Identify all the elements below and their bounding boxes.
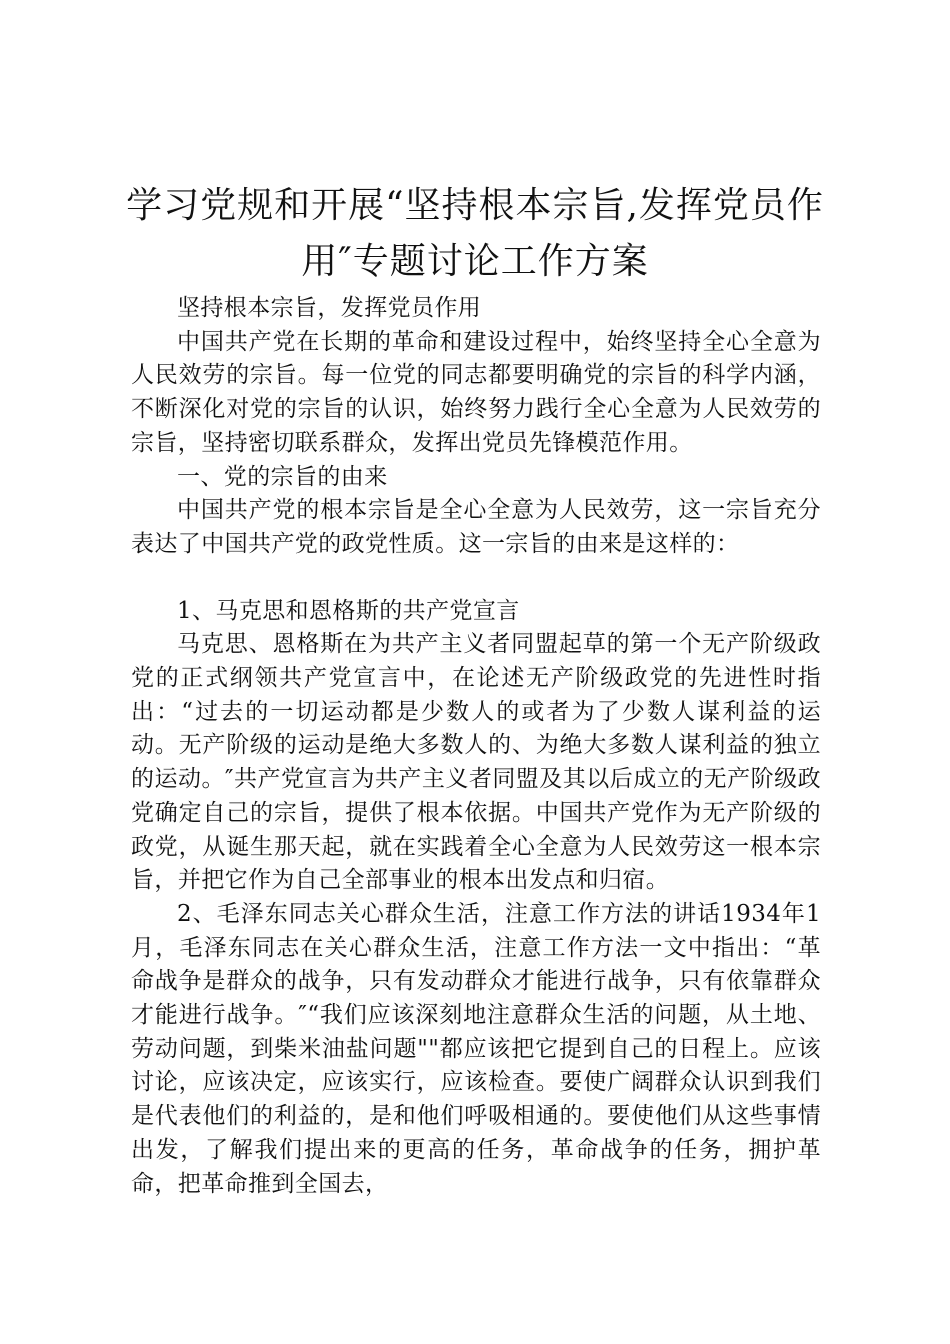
origin-paragraph: 中国共产党的根本宗旨是全心全意为人民效劳，这一宗旨充分表达了中国共产党的政党性质。这一宗旨的由来是这样的：	[131, 497, 821, 557]
section-heading-origin: 一、党的宗旨的由来	[177, 463, 388, 490]
manifesto-paragraph: 马克思、恩格斯在为共产主义者同盟起草的第一个无产阶级政党的正式纲领共产党宣言中，在论述无产阶级政党的先进性时指出：“过去的一切运动都是少数人的或者为了少数人谋利益的运动。无产阶级的运动是绝大多数人的、为绝大多数人谋利益的独立的运动。″共产党宣言为共产主义者同盟及其以后成立的无产阶级政党确定自己的宗旨，提供了根本依据。中国共产党作为无产阶级的政党，从诞生那天起，就在实践着全心全意为人民效劳这一根本宗旨，并把它作为自己全部事业的根本出发点和归宿。	[131, 631, 821, 894]
intro-paragraph: 中国共产党在长期的革命和建设过程中，始终坚持全心全意为人民效劳的宗旨。每一位党的同志都要明确党的宗旨的科学内涵，不断深化对党的宗旨的认识，始终努力践行全心全意为人民效劳的宗旨，坚持密切联系群众，发挥出党员先锋模范作用。	[131, 328, 821, 456]
subtitle-paragraph: 坚持根本宗旨，发挥党员作用	[177, 295, 482, 321]
mao-paragraph: 2、毛泽东同志关心群众生活，注意工作方法的讲话1934年1月，毛泽东同志在关心群众生活，注意工作方法一文中指出：“革命战争是群众的战争，只有发动群众才能进行战争，只有依靠群众才能进行战争。″“我们应该深刻地注意群众生活的问题，从土地、劳动问题，到柴米油盐问题""都应该把它提到自己的日程上。应该讨论，应该决定，应该实行，应该检查。要使广阔群众认识到我们是代表他们的利益的，是和他们呼吸相通的。要使他们从这些事情出发，了解我们提出来的更高的任务，革命战争的任务，拥护革命，把革命推到全国去，	[131, 900, 821, 1197]
document-title: 学习党规和开展“坚持根本宗旨,发挥党员作用″专题讨论工作方案	[126, 185, 824, 282]
document-body	[131, 292, 821, 1201]
subheading-manifesto: 1、马克思和恩格斯的共产党宣言	[177, 597, 520, 624]
